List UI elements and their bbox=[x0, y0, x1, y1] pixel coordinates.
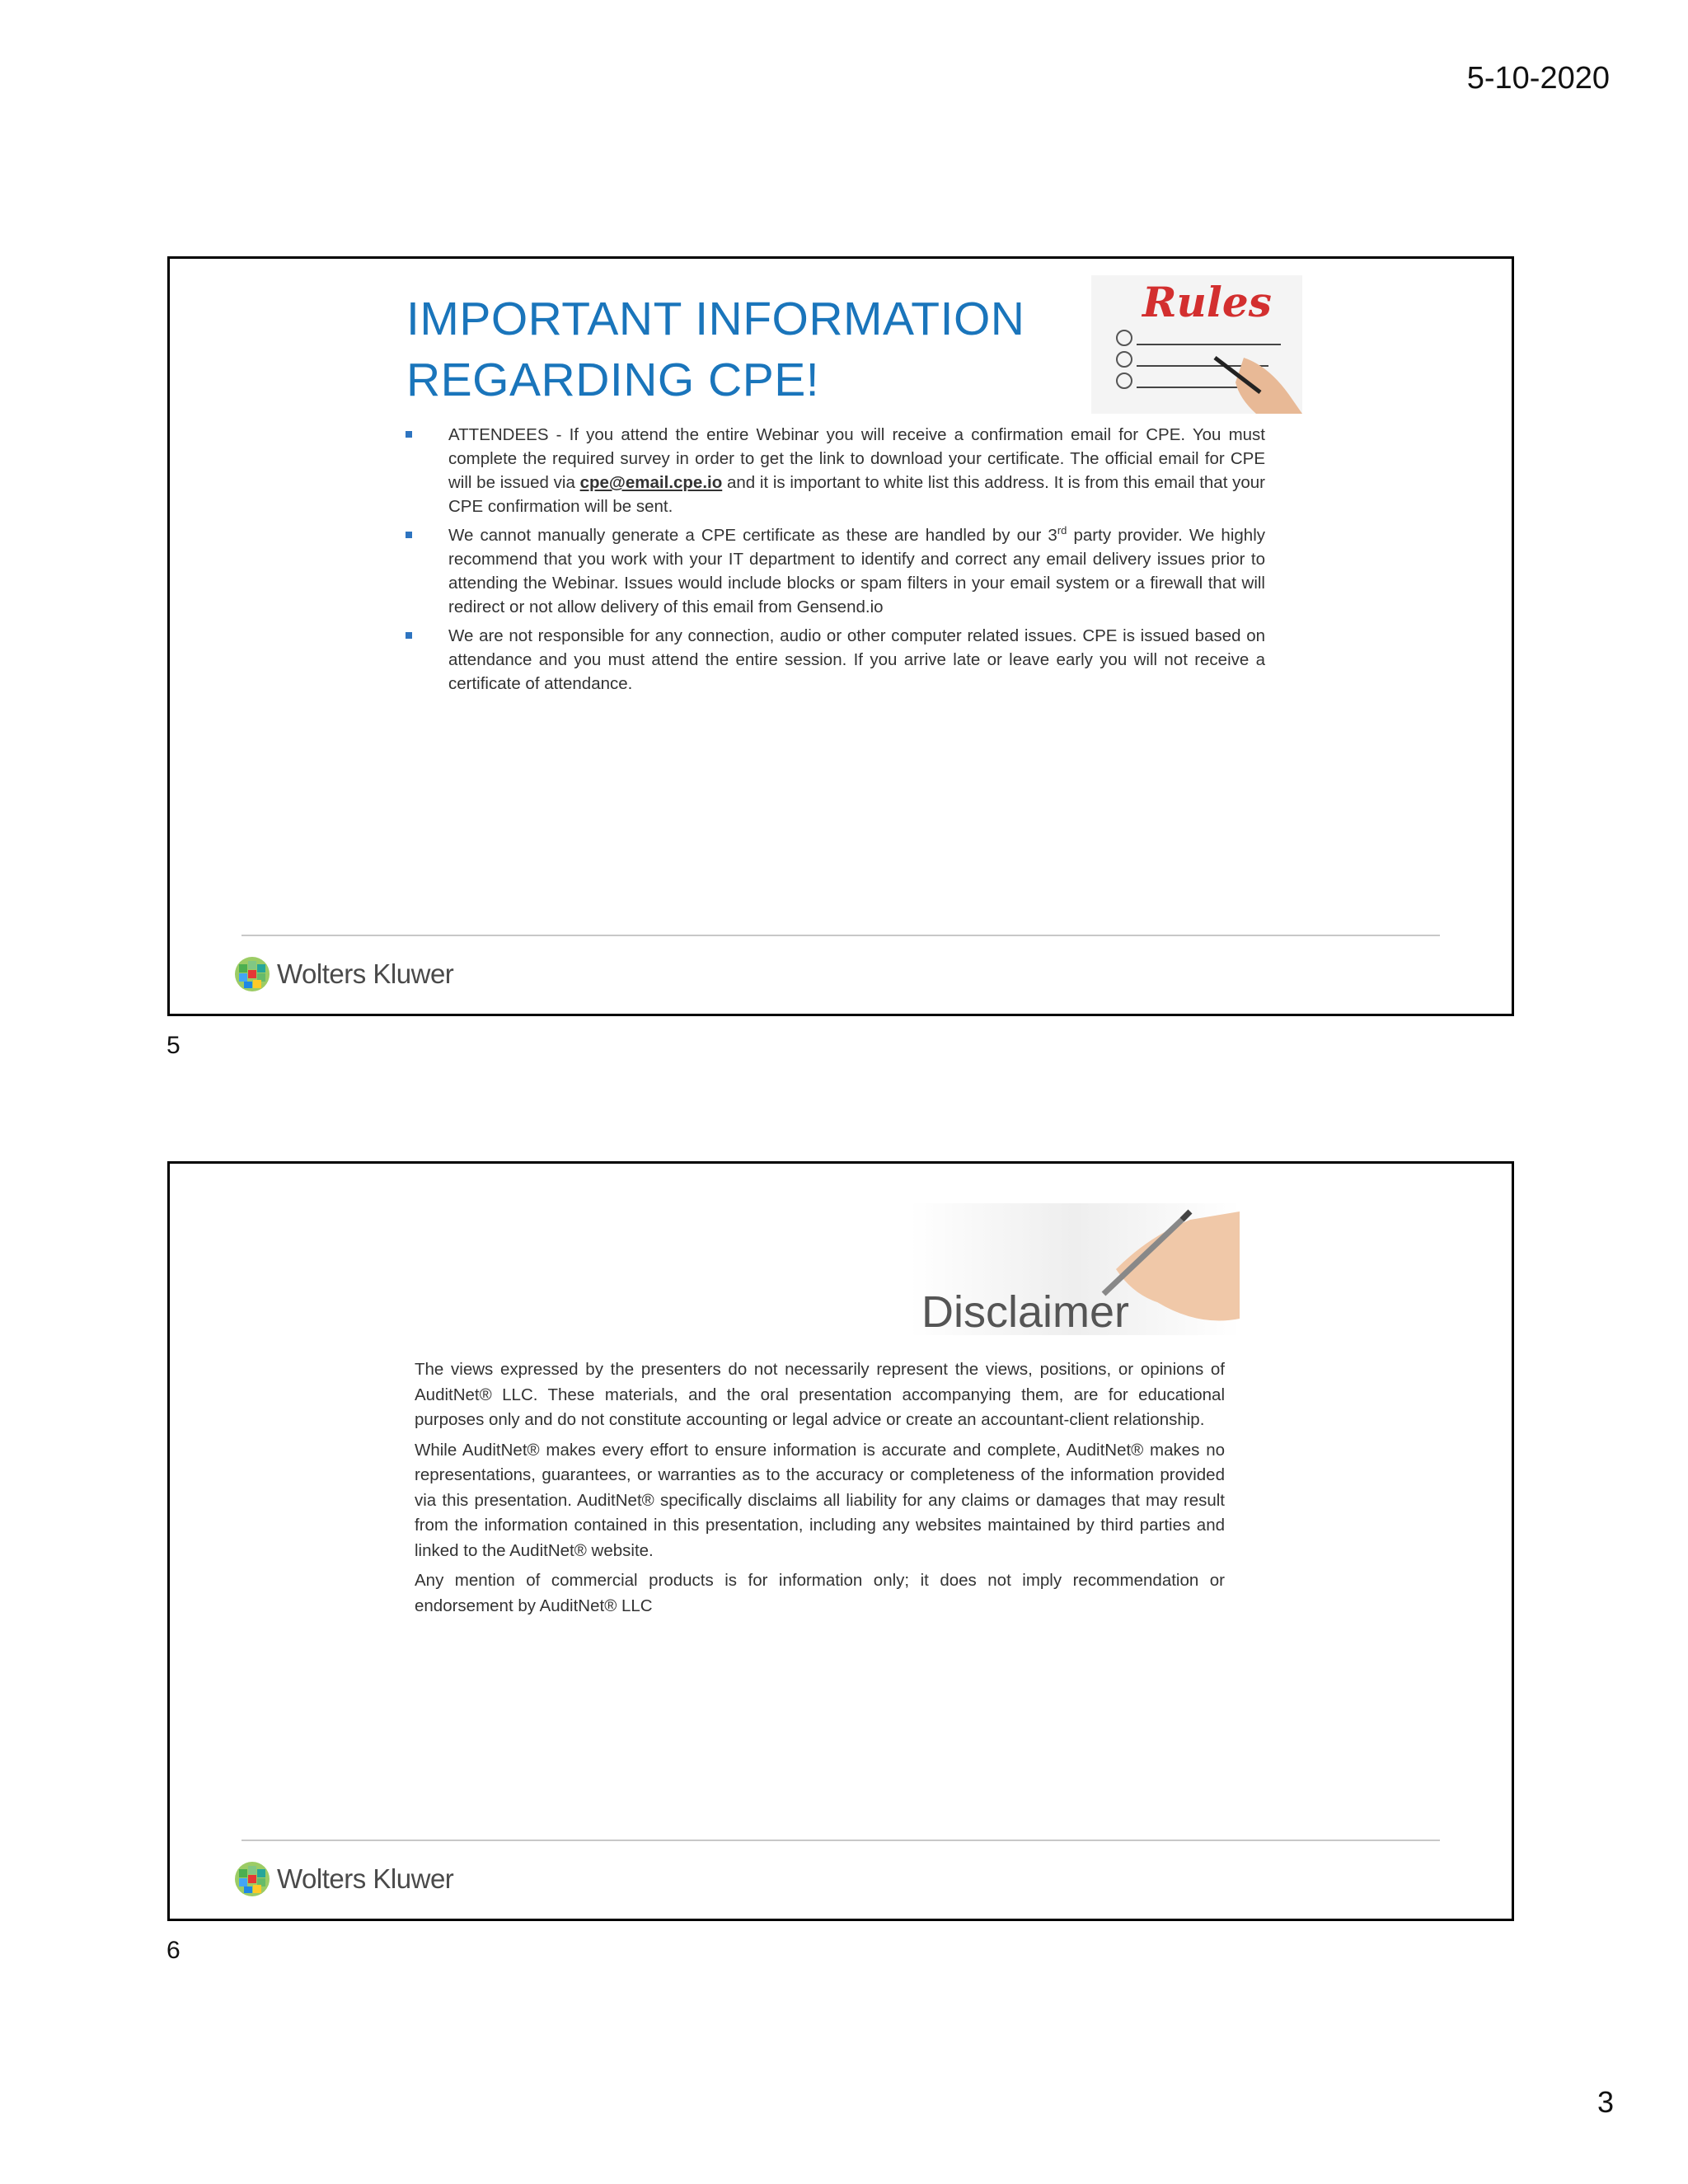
slide-title-line-1: IMPORTANT INFORMATION bbox=[406, 293, 1025, 345]
disclaimer-illustration bbox=[910, 1203, 1240, 1335]
wolters-kluwer-logo bbox=[234, 955, 453, 993]
rules-image-label: Rules bbox=[1142, 278, 1272, 326]
paragraph: Any mention of commercial products is for information only; it does not imply recommendation or endorsement by AuditNet® LLC bbox=[415, 1571, 1225, 1615]
disclaimer-label: Disclaimer bbox=[921, 1287, 1130, 1335]
rules-image bbox=[1091, 275, 1302, 414]
cpe-bullet-list bbox=[406, 423, 1265, 701]
slide-disclaimer bbox=[167, 1161, 1514, 1921]
slide-number: 5 bbox=[166, 1032, 181, 1059]
slide-title-line-2: REGARDING CPE! bbox=[406, 354, 820, 406]
footer-divider bbox=[241, 935, 1440, 936]
bullet-text: party provider. We highly recommend that you work with your IT department to identify and correct any email delivery issues prior to attending the Webinar. Issues would include blocks or spam filters in your email system or a firewall that will redirect or not allow delivery of this email from Gensend.io bbox=[448, 526, 1265, 616]
wolters-kluwer-logo-icon bbox=[234, 956, 270, 992]
bullet-text: ATTENDEES - If you attend the entire Webinar you will receive a confirmation email for CPE. You must complete the required survey in order to get the link to download your certificate. The official email for CPE will be issued via bbox=[448, 425, 1265, 492]
paragraph: The views expressed by the presenters do not necessarily represent the views, positions, or opinions of AuditNet® LLC. These materials, and the oral presentation accompanying them, are for educational purposes only and do not constitute accounting or legal advice or create an accountant-client relationship. bbox=[415, 1360, 1225, 1429]
page-number: 3 bbox=[1597, 2085, 1614, 2119]
bullet-square-icon bbox=[406, 632, 412, 639]
paragraph: While AuditNet® makes every effort to ensure information is accurate and complete, AuditNet® makes no representations, guarantees, or warranties as to the accuracy or completeness of the information provided via this presentation. AuditNet® specifically disclaims all liability for any claims or damages that may result from the information contained in this presentation, including any websites maintained by third parties and linked to the AuditNet® website. bbox=[415, 1440, 1225, 1560]
disclaimer-text bbox=[415, 1357, 1225, 1624]
bullet-square-icon bbox=[406, 431, 412, 438]
wolters-kluwer-logo-icon bbox=[234, 1861, 270, 1897]
slide-title bbox=[406, 288, 1025, 410]
list-item bbox=[406, 624, 1265, 696]
bullet-text: We cannot manually generate a CPE certificate as these are handled by our 3 bbox=[448, 526, 1057, 545]
logo-text: Wolters Kluwer bbox=[277, 1863, 454, 1894]
rules-illustration bbox=[1091, 275, 1302, 414]
logo-text: Wolters Kluwer bbox=[277, 958, 454, 989]
cpe-email-link[interactable]: cpe@email.cpe.io bbox=[579, 473, 723, 492]
bullet-text: We are not responsible for any connection, audio or other computer related issues. CPE is issued based on attendance and you must attend the entire session. If you arrive late or leave early you will not receive a certificate of attendance. bbox=[448, 626, 1265, 693]
page-date: 5-10-2020 bbox=[1466, 61, 1610, 96]
bullet-text: and it is important to white list this address. It is from this email that your CPE confirmation will be sent. bbox=[448, 473, 1265, 516]
footer-divider bbox=[241, 1840, 1440, 1841]
superscript: rd bbox=[1057, 524, 1067, 537]
list-item bbox=[406, 523, 1265, 619]
list-item bbox=[406, 423, 1265, 518]
slide-important-information bbox=[167, 256, 1514, 1016]
wolters-kluwer-logo bbox=[234, 1860, 453, 1898]
bullet-square-icon bbox=[406, 532, 412, 538]
disclaimer-image bbox=[910, 1203, 1240, 1335]
slide-number: 6 bbox=[166, 1937, 181, 1964]
